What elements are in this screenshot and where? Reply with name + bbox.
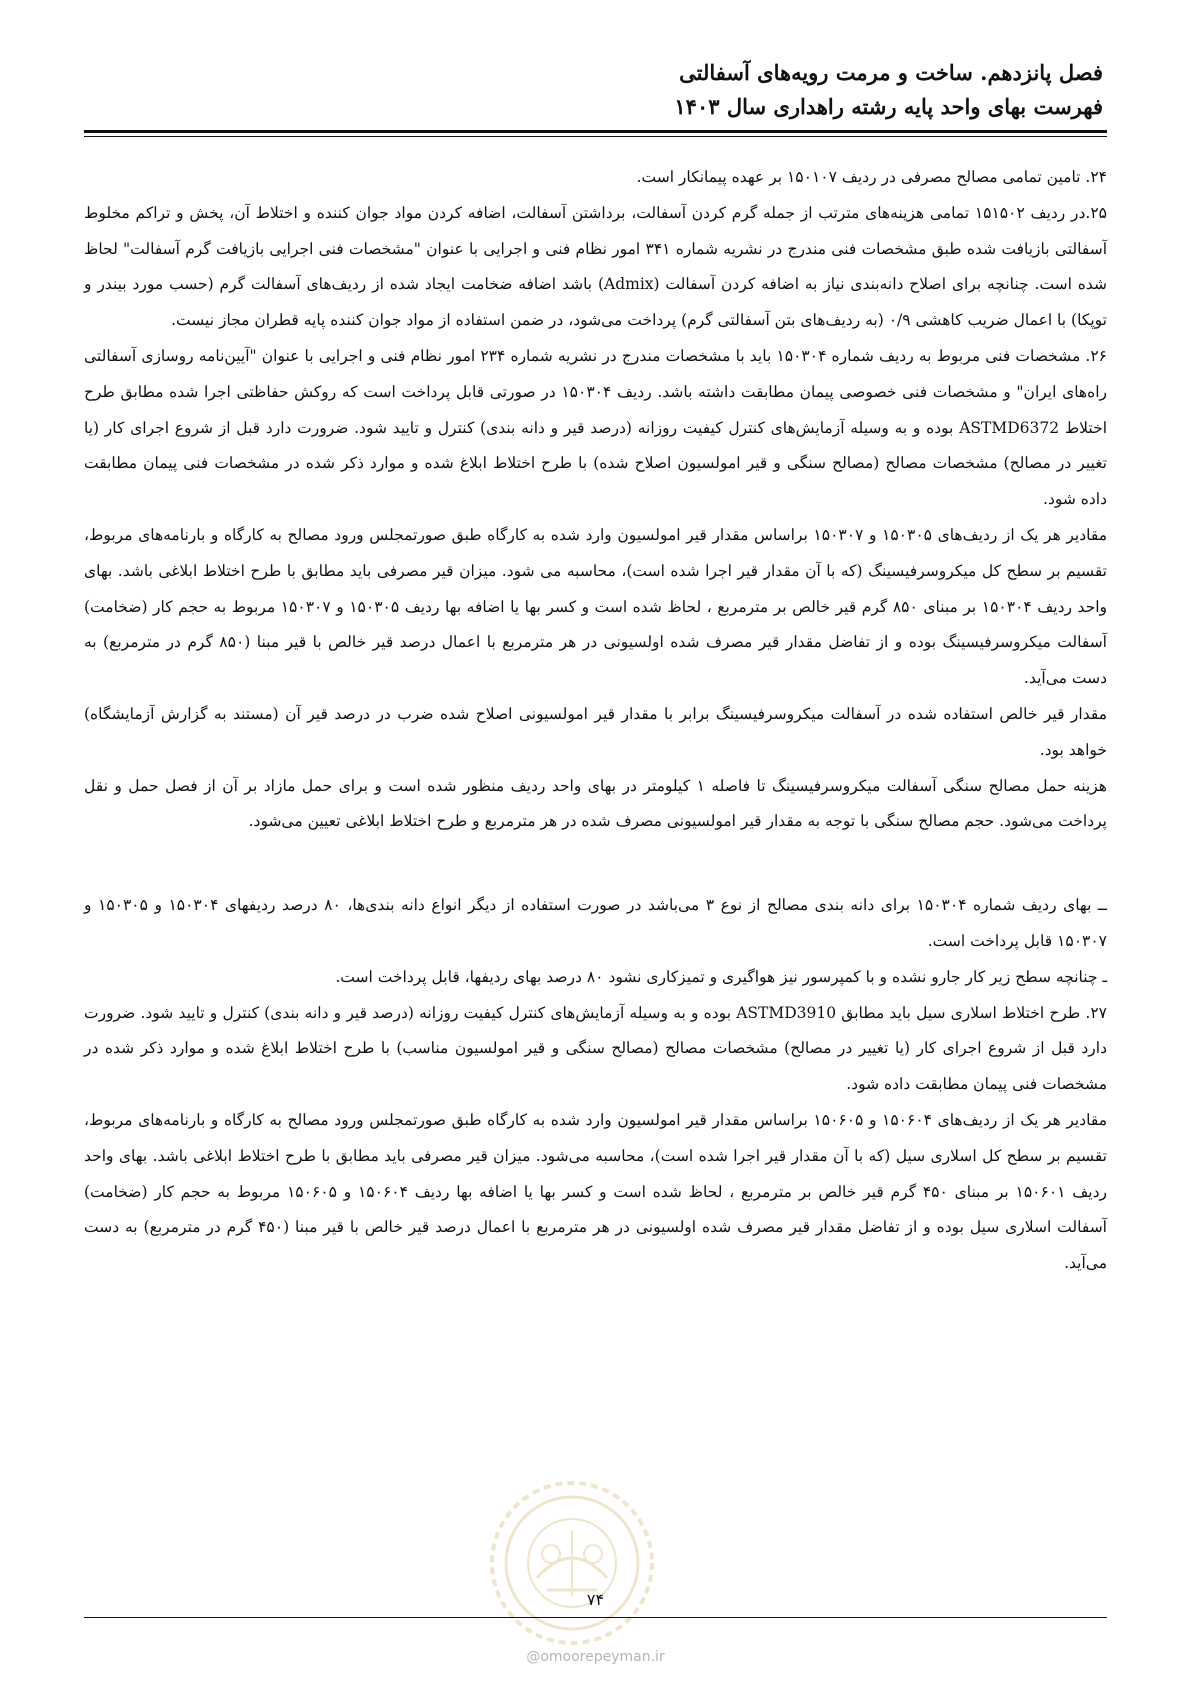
footer-divider bbox=[84, 1617, 1107, 1618]
chapter-title: فصل پانزدهم. ساخت و مرمت رویه‌های آسفالتی bbox=[679, 60, 1103, 85]
header-divider-thick bbox=[84, 130, 1107, 133]
seal-icon bbox=[487, 1478, 657, 1648]
document-subtitle: فهرست بهای واحد پایه رشته راهداری سال ۱۴۰۳ bbox=[674, 94, 1103, 119]
paragraph-gap bbox=[84, 840, 1107, 888]
header-divider-thin bbox=[84, 136, 1107, 137]
watermark-url: @omoorepeyman.ir bbox=[526, 1649, 665, 1665]
body-text bbox=[84, 160, 1107, 1282]
paragraph-slurry-seal-quantities: مقادیر هر یک از ردیف‌های ۱۵۰۶۰۴ و ۱۵۰۶۰۵ براساس مقدار قیر امولسیون وارد شده به کارگاه طبق صورتمجلس ورود مصالح به کارگاه و بارنامه‌های مربوط، تقسیم بر سطح کل اسلاری سیل (که با آن مقدار قیر اجرا شده است)، محاسبه می‌شود. میزان قیر مصرفی باید مطابق با طرح اختلاط ابلاغی باشد. بهای واحد ردیف ۱۵۰۶۰۱ بر مبنای ۴۵۰ گرم قیر خالص بر مترمربع ، لحاظ شده است و کسر بها یا اضافه بها ردیف ۱۵۰۶۰۴ و ۱۵۰۶۰۵ مربوط به حجم کار (ضخامت) آسفالت اسلاری سیل بوده و از تفاضل مقدار قیر مصرف شده اولسیونی در هر مترمربع با اعمال درصد قیر خالص با قیر مبنا (۴۵۰ گرم در مترمربع) به دست می‌آید. bbox=[84, 1110, 1107, 1273]
paragraph-item-24: ۲۴. تامین تمامی مصالح مصرفی در ردیف ۱۵۰۱۰۷ بر عهده پیمانکار است. bbox=[636, 168, 1107, 186]
paragraph-gradation-note: ــ بهای ردیف شماره ۱۵۰۳۰۴ برای دانه بندی مصالح از نوع ۳ می‌باشد در صورت استفاده از دیگر انواع دانه بندی‌ها، ۸۰ درصد ردیفهای ۱۵۰۳۰۴ و ۱۵۰۳۰۵ و ۱۵۰۳۰۷ قابل پرداخت است. bbox=[84, 896, 1107, 950]
paragraph-item-25: ۲۵.در ردیف ۱۵۱۵۰۲ تمامی هزینه‌های مترتب از جمله گرم کردن آسفالت، برداشتن آسفالت، اضافه کردن مواد جوان کننده و اختلاط آن، پخش و تراکم مخلوط آسفالتی بازیافت شده طبق مشخصات فنی مندرج در نشریه شماره ۳۴۱ امور نظام فنی و اجرایی با عنوان "مشخصات فنی اجرایی بازیافت گرم آسفالت" لحاظ شده است. چنانچه برای اصلاح دانه‌بندی نیاز به اضافه کردن آسفالت (Admix) باشد اضافه ضخامت ایجاد شده از ردیف‌های آسفالت گرم (حسب مورد بیندر و توپکا) با اعمال ضریب کاهشی ۰/۹ (به ردیف‌های بتن آسفالتی گرم) پرداخت می‌شود، در ضمن استفاده از مواد جوان کننده پایه قطران مجاز نیست. bbox=[84, 203, 1107, 330]
paragraph-net-bitumen: مقدار قیر خالص استفاده شده در آسفالت میکروسرفیسینگ برابر با مقدار قیر امولسیونی اصلاح شده ضرب در درصد قیر آن (مستند به گزارش آزمایشگاه) خواهد بود. bbox=[84, 704, 1107, 759]
page-number: ۷۴ bbox=[586, 1590, 605, 1609]
page-header bbox=[88, 56, 1103, 124]
paragraph-item-26: ۲۶. مشخصات فنی مربوط به ردیف شماره ۱۵۰۳۰۴ باید با مشخصات مندرج در نشریه شماره ۲۳۴ امور نظام فنی و اجرایی با عنوان "آیین‌نامه روسازی آسفالتی راه‌های ایران" و مشخصات فنی خصوصی پیمان مطابقت داشته باشد. ردیف ۱۵۰۳۰۴ در صورتی قابل پرداخت است که روکش حفاظتی اجرا شده مطابق طرح اختلاط ASTMD6372 بوده و به وسیله آزمایش‌های کنترل کیفیت روزانه (درصد قیر و دانه بندی) کنترل و تایید شود. ضرورت دارد قبل از شروع اجرای کار (یا تغییر در مصالح) مشخصات مصالح (مصالح سنگی و قیر امولسیون اصلاح شده) با طرح اختلاط ابلاغ شده و موارد ذکر شده در مشخصات فنی پیمان مطابقت داده شود. bbox=[84, 346, 1108, 509]
paragraph-aggregate-haulage: هزینه حمل مصالح سنگی آسفالت میکروسرفیسینگ تا فاصله ۱ کیلومتر در بهای واحد ردیف منظور شده است و برای حمل مازاد بر آن از فصل حمل و نقل پرداخت می‌شود. حجم مصالح سنگی با توجه به مقدار قیر امولسیونی مصرف شده در هر مترمربع و طرح اختلاط ابلاغی تعیین می‌شود. bbox=[84, 776, 1107, 831]
paragraph-sweeping-note: ـ چنانچه سطح زیر کار جارو نشده و با کمپرسور نیز هواگیری و تمیزکاری نشود ۸۰ درصد بهای ردیفها، قابل پرداخت است. bbox=[335, 967, 1107, 986]
paragraph-microsurfacing-quantities: مقادیر هر یک از ردیف‌های ۱۵۰۳۰۵ و ۱۵۰۳۰۷ براساس مقدار قیر امولسیون وارد شده به کارگاه طبق صورتمجلس ورود مصالح به کارگاه و بارنامه‌های مربوط، تقسیم بر سطح کل میکروسرفیسینگ (که با آن مقدار قیر اجرا شده است)، محاسبه می شود. میزان قیر مصرفی باید مطابق با طرح اختلاط ابلاغی باشد. بهای واحد ردیف ۱۵۰۳۰۴ بر مبنای ۸۵۰ گرم قیر خالص بر مترمربع ، لحاظ شده است و کسر بها یا اضافه بها ردیف ۱۵۰۳۰۵ و ۱۵۰۳۰۷ مربوط به حجم کار (ضخامت) آسفالت میکروسرفیسینگ بوده و از تفاضل مقدار قیر مصرف شده اولسیونی در هر مترمربع با اعمال درصد قیر خالص با قیر مبنا (۸۵۰ گرم در مترمربع) به دست می‌آید. bbox=[84, 525, 1108, 688]
paragraph-item-27: ۲۷. طرح اختلاط اسلاری سیل باید مطابق ASTMD3910 بوده و به وسیله آزمایش‌های کنترل کیفیت روزانه (درصد قیر و دانه بندی) کنترل و تایید شود. ضرورت دارد قبل از شروع اجرای کار (یا تغییر در مصالح) مشخصات مصالح (مصالح سنگی و قیر امولسیون مناسب) با طرح اختلاط ابلاغ شده و موارد ذکر شده در مشخصات فنی پیمان مطابقت داده شود. bbox=[84, 1003, 1107, 1094]
